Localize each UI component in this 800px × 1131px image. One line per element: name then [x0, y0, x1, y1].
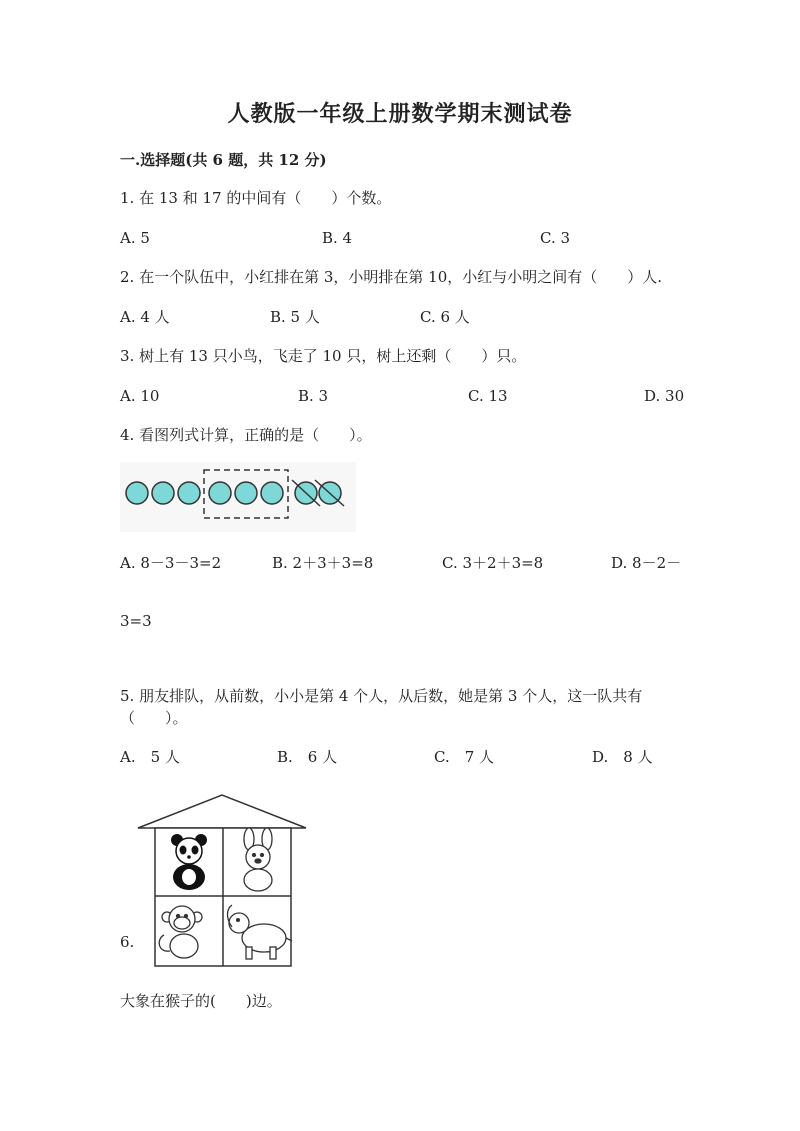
q3-option-d[interactable]: D. 30: [644, 387, 685, 405]
q3-option-c[interactable]: C. 13: [468, 387, 508, 405]
q4-option-a[interactable]: A. 8－3－3=2: [120, 554, 222, 572]
q6-stem: 大象在猴子的( )边。: [120, 992, 282, 1010]
q2-option-a[interactable]: A. 4 人: [120, 308, 170, 326]
q2-option-b[interactable]: B. 5 人: [270, 308, 320, 326]
q5-option-a[interactable]: A. 5 人: [120, 748, 180, 766]
q5-option-b[interactable]: B. 6 人: [277, 748, 338, 766]
q4-stem: 4. 看图列式计算，正确的是（ ）。: [120, 426, 372, 444]
q4-option-b[interactable]: B. 2＋3＋3=8: [272, 554, 374, 572]
q3-option-b[interactable]: B. 3: [298, 387, 329, 405]
circle: [152, 482, 174, 504]
q1-option-a[interactable]: A. 5: [120, 229, 150, 247]
circle: [261, 482, 283, 504]
q4-option-d-continued: 3=3: [120, 612, 152, 630]
q3-option-a[interactable]: A. 10: [120, 387, 160, 405]
q2-option-c[interactable]: C. 6 人: [420, 308, 470, 326]
q5-option-d[interactable]: D. 8 人: [592, 748, 653, 766]
q4-option-d[interactable]: D. 8－2－: [611, 554, 682, 572]
q5-option-c[interactable]: C. 7 人: [434, 748, 495, 766]
q5-stem: 5. 朋友排队，从前数，小小是第 4 个人，从后数，她是第 3 个人，这一队共有: [120, 687, 643, 705]
q4-option-c[interactable]: C. 3＋2＋3=8: [442, 554, 544, 572]
q2-stem: 2. 在一个队伍中，小红排在第 3，小明排在第 10，小红与小明之间有（ ）人.: [120, 268, 663, 286]
q5-stem-line2: （ ）。: [120, 709, 188, 727]
q1-stem: 1. 在 13 和 17 的中间有（ ）个数。: [120, 189, 392, 207]
q4-circles-figure: [120, 462, 356, 532]
section-heading: 一.选择题(共 6 题，共 12 分): [120, 151, 327, 169]
circle: [178, 482, 200, 504]
q3-stem: 3. 树上有 13 只小鸟，飞走了 10 只，树上还剩（ ）只。: [120, 347, 527, 365]
q6-number: 6.: [120, 933, 135, 951]
house-roof: [138, 795, 306, 828]
q1-option-c[interactable]: C. 3: [540, 229, 571, 247]
page-title: 人教版一年级上册数学期末测试卷: [227, 101, 573, 127]
circle: [126, 482, 148, 504]
q1-option-b[interactable]: B. 4: [322, 229, 353, 247]
circle: [235, 482, 257, 504]
animal-house-figure: [136, 793, 308, 969]
circle: [209, 482, 231, 504]
